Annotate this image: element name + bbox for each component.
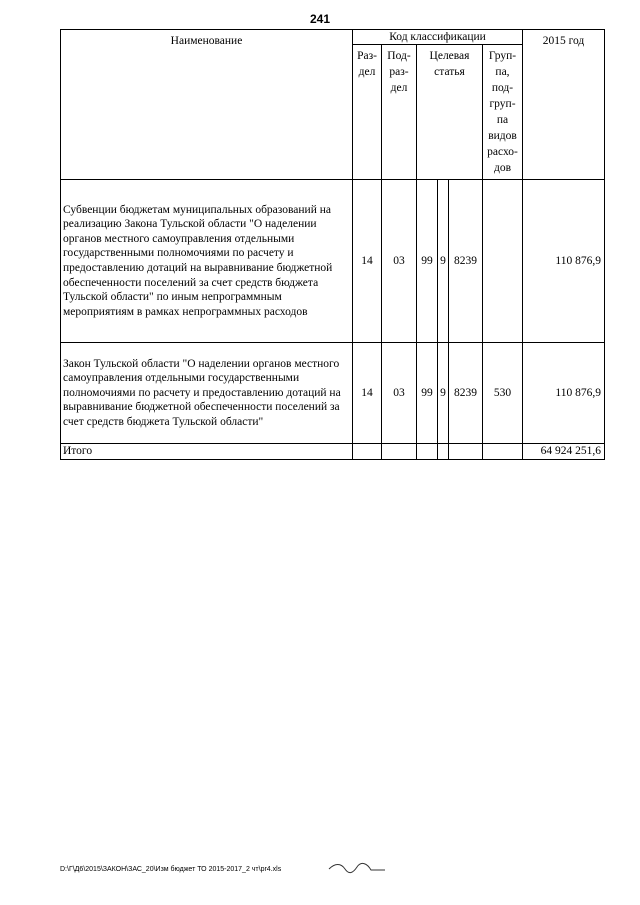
header-group: Груп- па, под- груп- па видов расхо- дов — [483, 45, 523, 180]
header-name: Наименование — [61, 30, 353, 180]
row-subsection: 03 — [382, 343, 417, 444]
total-empty-cell — [382, 444, 417, 460]
table-row — [61, 180, 605, 343]
header-classification: Код классификации — [353, 30, 523, 45]
header-year: 2015 год — [523, 30, 605, 180]
row-target-3: 8239 — [449, 180, 483, 343]
row-target-2: 9 — [438, 180, 449, 343]
signature-mark — [327, 861, 387, 875]
page-number: 241 — [309, 12, 331, 26]
total-empty-cell — [417, 444, 438, 460]
total-empty-cell — [483, 444, 523, 460]
row-section: 14 — [353, 180, 382, 343]
row-group: 530 — [483, 343, 523, 444]
header-subsection: Под- раз- дел — [382, 45, 417, 180]
total-amount: 64 924 251,6 — [523, 444, 605, 460]
row-section: 14 — [353, 343, 382, 444]
header-row-top — [61, 30, 605, 45]
total-empty-cell — [449, 444, 483, 460]
total-row — [61, 444, 605, 460]
row-target-1: 99 — [417, 343, 438, 444]
row-name: Субвенции бюджетам муниципальных образований на реализацию Закона Тульской области "О наделении органов местного самоуправления отдельными государственными полномочиями по расчету и предоставлению дотаций на выравнивание бюджетной обеспеченности поселений за счет средств бюджета Тульской области" по иным непрограммным мероприятиям в рамках непрограммных расходов — [61, 180, 353, 343]
row-amount: 110 876,9 — [523, 180, 605, 343]
header-target: Целевая статья — [417, 45, 483, 180]
table-row — [61, 343, 605, 444]
row-target-2: 9 — [438, 343, 449, 444]
header-section: Раз- дел — [353, 45, 382, 180]
row-target-3: 8239 — [449, 343, 483, 444]
row-amount: 110 876,9 — [523, 343, 605, 444]
footer-file-path: D:\Г\Д6\2015\ЗАКОН\ЗАС_20\Изм бюджет ТО 2015-2017_2 чт\pr4.xls — [60, 866, 282, 873]
row-target-1: 99 — [417, 180, 438, 343]
total-label: Итого — [61, 444, 353, 460]
total-empty-cell — [353, 444, 382, 460]
row-subsection: 03 — [382, 180, 417, 343]
row-group — [483, 180, 523, 343]
budget-table — [60, 29, 605, 460]
total-empty-cell — [438, 444, 449, 460]
row-name: Закон Тульской области "О наделении органов местного самоуправления отдельными государственными полномочиями по расчету и предоставлению дотаций на выравнивание бюджетной обеспеченности поселений за счет средств бюджета Тульской области" — [61, 343, 353, 444]
